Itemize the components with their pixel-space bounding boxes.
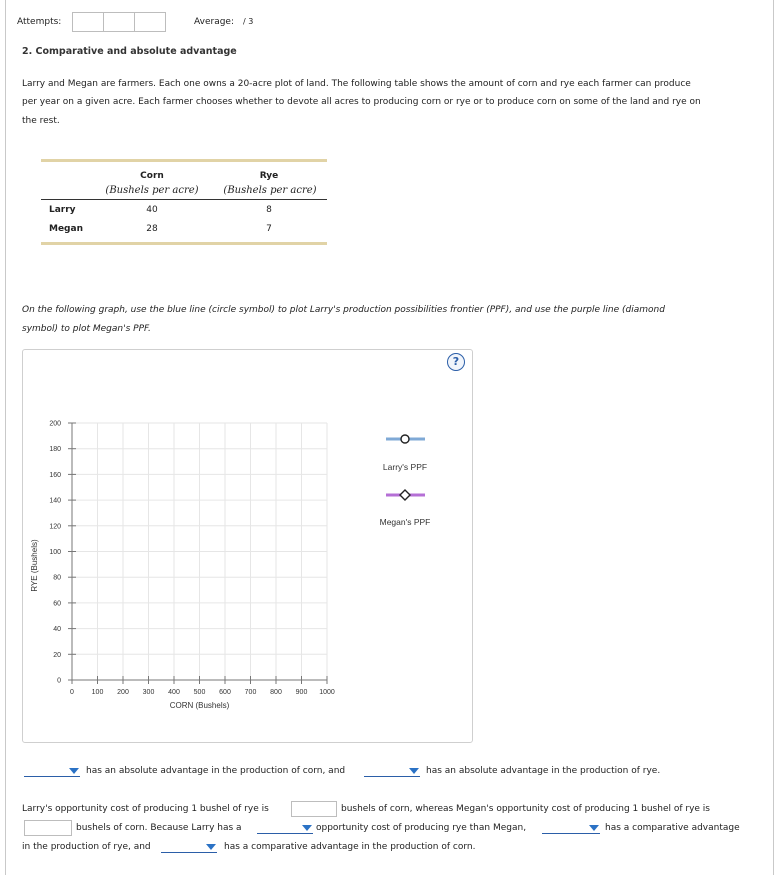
x-tick-label: 500: [193, 689, 206, 696]
absolute-advantage-rye-dropdown[interactable]: [364, 765, 420, 777]
chevron-down-icon: [589, 825, 599, 831]
sentence-text: in the production of rye, and: [22, 842, 151, 852]
y-tick-label: 140: [49, 497, 61, 505]
megan-opportunity-cost-input[interactable]: [24, 820, 72, 836]
table-cell: 28: [146, 224, 158, 234]
graph-instructions-line: symbol) to plot Megan's PPF.: [22, 324, 151, 334]
x-tick-label: 900: [295, 689, 308, 696]
x-tick-label: 300: [142, 689, 155, 696]
chart-legend[interactable]: [380, 435, 431, 527]
x-tick-label: 100: [91, 689, 104, 696]
x-tick-label: 700: [244, 689, 257, 696]
sentence-text: has an absolute advantage in the production of rye.: [426, 766, 661, 776]
y-tick-label: 200: [49, 420, 61, 428]
y-tick-label: 100: [49, 549, 61, 556]
sentence-text: opportunity cost of producing rye than Megan,: [316, 823, 527, 833]
chart-grid: [72, 423, 327, 680]
graph-instructions-line: On the following graph, use the blue line (circle symbol) to plot Larry's production possibilities frontier (PPF), and use the purple line (diamond: [22, 305, 665, 315]
table-cell: 8: [266, 205, 272, 215]
legend-larry-circle-marker[interactable]: [401, 435, 409, 443]
column-subheader-rye: (Bushels per acre): [223, 185, 317, 196]
x-tick-label: 200: [117, 689, 129, 696]
absolute-advantage-corn-dropdown[interactable]: [24, 765, 80, 777]
y-axis-label: RYE (Bushels): [30, 539, 39, 592]
sentence-text: has a comparative advantage: [605, 823, 740, 833]
column-subheader-corn: (Bushels per acre): [105, 185, 199, 196]
x-tick-label: 0: [70, 689, 74, 696]
legend-megan-diamond-marker[interactable]: [400, 490, 410, 500]
sentence-text: Larry's opportunity cost of producing 1 bushel of rye is: [22, 804, 269, 814]
sentence-text: has a comparative advantage in the production of corn.: [224, 842, 476, 852]
attempts-label: Attempts:: [17, 17, 62, 27]
opportunity-cost-comparison-dropdown[interactable]: [257, 822, 313, 834]
y-tick-label: 120: [49, 523, 61, 531]
chevron-down-icon: [206, 844, 216, 850]
y-tick-label: 20: [53, 651, 61, 659]
legend-larry-label: Larry's PPF: [382, 462, 428, 472]
sentence-text: bushels of corn. Because Larry has a: [76, 823, 242, 833]
average-value: / 3: [243, 17, 254, 26]
x-axis-label: CORN (Bushels): [169, 701, 230, 710]
column-header-corn: Corn: [140, 171, 164, 181]
chevron-down-icon: [69, 768, 79, 774]
comparative-advantage-rye-dropdown[interactable]: [542, 822, 600, 834]
help-icon[interactable]: ?: [447, 353, 465, 371]
sentence-text: has an absolute advantage in the production of corn, and: [86, 766, 346, 776]
intro-text-line: Larry and Megan are farmers. Each one owns a 20-acre plot of land. The following table shows the amount of corn and rye each farmer can produce: [22, 79, 691, 89]
larry-opportunity-cost-input[interactable]: [291, 801, 337, 817]
chevron-down-icon: [409, 768, 419, 774]
column-header-rye: Rye: [259, 171, 279, 181]
question-title: 2. Comparative and absolute advantage: [22, 46, 237, 57]
table-row-label: Megan: [49, 224, 83, 234]
y-tick-label: 40: [53, 626, 61, 634]
y-tick-label: 180: [49, 446, 61, 454]
intro-text-line: per year on a given acre. Each farmer chooses whether to devote all acres to producing corn or rye or to produce corn on some of the land and rye on: [22, 97, 701, 107]
average-label: Average:: [194, 17, 234, 27]
table-cell: 40: [146, 205, 158, 215]
y-tick-label: 60: [53, 600, 61, 608]
table-cell: 7: [266, 224, 272, 234]
y-tick-label: 0: [57, 677, 61, 685]
table-row-label: Larry: [49, 205, 76, 215]
legend-megan-label: Megan's PPF: [379, 517, 431, 527]
x-tick-label: 1000: [319, 689, 335, 696]
y-tick-label: 160: [49, 471, 61, 479]
comparative-advantage-corn-dropdown[interactable]: [161, 841, 217, 853]
x-tick-label: 600: [219, 689, 231, 696]
intro-text-line: the rest.: [22, 116, 60, 126]
x-tick-label: 800: [270, 689, 282, 696]
chevron-down-icon: [302, 825, 312, 831]
y-tick-label: 80: [53, 574, 61, 582]
sentence-text: bushels of corn, whereas Megan's opportunity cost of producing 1 bushel of rye is: [341, 804, 710, 814]
x-tick-label: 400: [168, 689, 180, 696]
